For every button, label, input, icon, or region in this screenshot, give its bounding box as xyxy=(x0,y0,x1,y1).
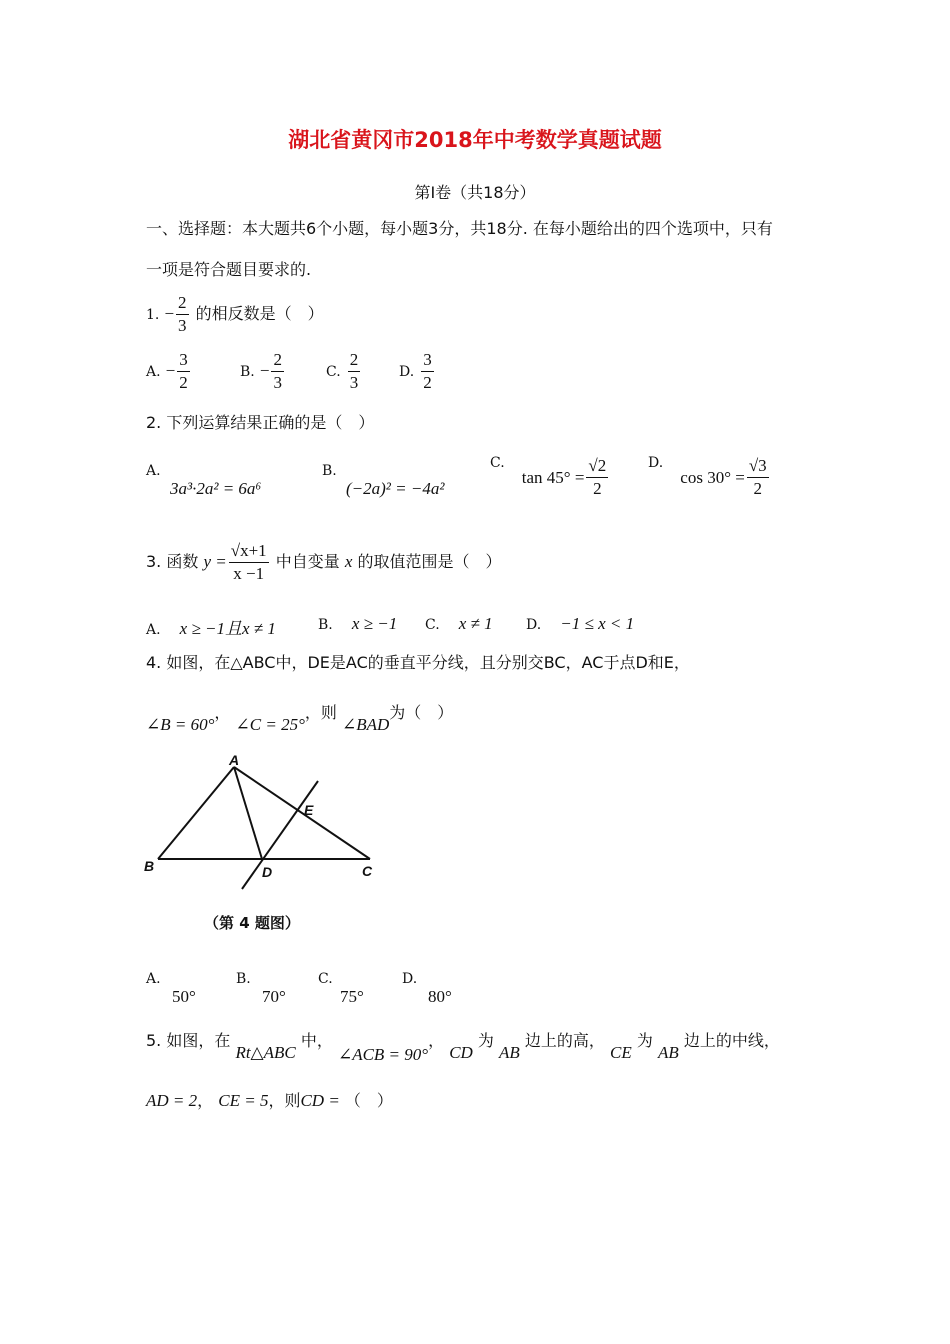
q1-option-b: B. − $\frac{2}{3}$ xyxy=(240,350,282,392)
label-e: E xyxy=(304,802,314,818)
question-3: 3. 函数 y = $\frac{√x+1}{x -1}$ 中自变量 x 的取值范围是（ ） xyxy=(146,541,502,583)
q1-text: 的相反数是（ ） xyxy=(195,304,324,323)
question-5-line1: 5. 如图，在 Rt△ABC 中， ∠ACB = 90°， CD 为 AB 边上的高， CE 为 AB 边上的中线， xyxy=(146,1031,780,1064)
q3-option-b: B. x ≥ −1 xyxy=(318,614,398,633)
q1-fraction: $\frac{2}{3}$ xyxy=(178,293,187,335)
q1-option-a: $\frac{3}{2}$ xyxy=(179,350,188,392)
q1-sign: − xyxy=(164,304,175,323)
q1-number: 1. xyxy=(146,307,160,323)
question-2: 2. 下列运算结果正确的是（ ） xyxy=(146,413,375,432)
q4-triangle-figure xyxy=(138,755,398,895)
q2-option-b: B. (−2a)² = −4a² xyxy=(322,463,445,498)
q2-option-a: A. 3a³·2a² = 6a⁶ xyxy=(146,463,262,498)
page-title: 湖北省黄冈市2018年中考数学真题试题 xyxy=(288,128,662,152)
q3-option-a: A. x ≥ −1且x ≠ 1 xyxy=(146,619,276,638)
q1-option-a-label: A. xyxy=(146,364,161,380)
question-4-line1: 4. 如图，在△ABC中，DE是AC的垂直平分线，且分别交BC，AC于点D和E， xyxy=(146,653,690,672)
segment-ad xyxy=(234,767,262,859)
q4-option-b: B. 70° xyxy=(236,971,286,1006)
question-1 xyxy=(146,292,324,337)
q1-options xyxy=(146,349,192,394)
q4-option-a: A. 50° xyxy=(146,971,196,1006)
q3-option-c: C. x ≠ 1 xyxy=(425,614,493,633)
segment-ab xyxy=(158,767,234,859)
q4-figure-caption: （第 4 题图） xyxy=(204,914,300,932)
q2-option-c: C. tan 45° = $\frac{√2}{2}$ xyxy=(490,455,607,498)
q1-option-d: D. $\frac{3}{2}$ xyxy=(399,350,432,392)
label-b: B xyxy=(144,858,155,874)
section-instructions-line2: 一项是符合题目要求的. xyxy=(146,260,312,279)
q4-option-d: D. 80° xyxy=(402,971,452,1006)
segment-ac xyxy=(234,767,370,859)
q2-option-d: D. cos 30° = $\frac{√3}{2}$ xyxy=(648,455,767,498)
section-instructions-line1: 一、选择题：本大题共6个小题，每小题3分，共18分. 在每小题给出的四个选项中，只有 xyxy=(146,219,773,238)
label-d: D xyxy=(262,864,273,880)
volume-heading: 第Ⅰ卷（共18分） xyxy=(414,183,536,202)
q1-option-c: C. $\frac{2}{3}$ xyxy=(326,350,359,392)
q4-option-c: C. 75° xyxy=(318,971,364,1006)
q1-option-a-sign: − xyxy=(165,361,176,380)
label-a: A xyxy=(229,755,240,768)
question-4-line2: ∠B = 60°， ∠C = 25°，则 ∠BAD为（ ） xyxy=(146,703,454,734)
question-5-line2: AD = 2， CE = 5，则CD = （ ） xyxy=(146,1091,393,1110)
q3-option-d: D. −1 ≤ x < 1 xyxy=(526,614,635,633)
label-c: C xyxy=(362,863,373,879)
